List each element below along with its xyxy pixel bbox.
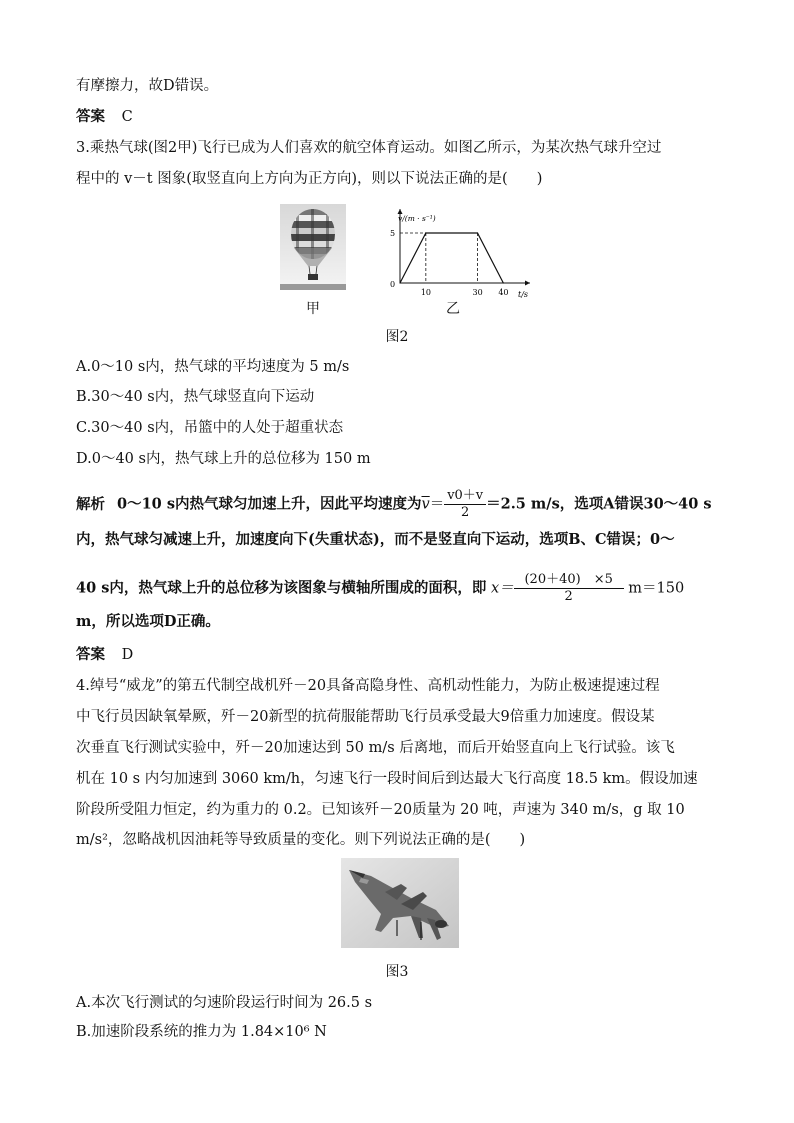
q4-stem-line-2: 中飞行员因缺氧晕厥，歼－20新型的抗荷服能帮助飞行员承受最大9倍重力加速度。假设某: [76, 709, 655, 725]
q4-stem-line-1: 4.绰号“威龙”的第五代制空战机歼－20具备高隐身性、高机动性能力，为防止极速提速过程: [76, 678, 660, 694]
data-point: [399, 282, 400, 283]
answer-label: 答案: [76, 108, 105, 125]
q3-option-c: C.30～40 s内，吊篮中的人处于超重状态: [76, 420, 344, 436]
velocity-series-line: [400, 233, 503, 283]
balloon-caption: 甲: [306, 301, 320, 317]
figure-3-caption: 图3: [385, 964, 409, 980]
analysis-line-2: 内，热气球匀减速上升，加速度向下(失重状态)，而不是竖直向下运动，选项B、C错误；0～: [76, 531, 675, 548]
analysis-text-3b: m＝150: [628, 580, 685, 597]
analysis-line-4: m，所以选项D正确。: [76, 613, 220, 630]
vt-chart-caption: 乙: [446, 301, 460, 317]
q4-stem-line-4: 机在 10 s 内匀加速到 3060 km/h，匀速飞行一段时间后到达最大飞行高度 18.5 km。假设加速: [76, 771, 698, 787]
analysis-text-1a: 0～10 s内热气球匀加速上升，因此平均速度为: [117, 495, 422, 513]
analysis-label: 解析: [76, 495, 105, 513]
answer-value: C: [121, 109, 133, 125]
mean-velocity-fraction: [444, 488, 486, 521]
previous-answer-tail: 有摩擦力，故D错误。: [76, 78, 219, 94]
data-point: [477, 232, 478, 233]
data-point: [503, 282, 504, 283]
displacement-denominator: 2: [564, 589, 573, 604]
answer-value: D: [121, 647, 134, 663]
hot-air-balloon-photo: [280, 204, 346, 290]
y-tick-label: 5: [390, 229, 396, 238]
origin-label: 0: [390, 280, 396, 289]
fighter-jet-photo: [341, 858, 459, 948]
displacement-fraction: [514, 572, 624, 605]
vt-chart: [378, 205, 538, 301]
analysis-line-1: 解析 0～10 s内热气球匀加速上升，因此平均速度为$\overline{v}=$ $\frac{v0+v}{2}$ ＝2.5 m/s，选项A错误30～40 s: [76, 488, 712, 520]
previous-answer-line: [76, 107, 133, 127]
x-axis-arrow: [525, 281, 530, 286]
q4-option-b: B.加速阶段系统的推力为 1.84×10⁶ N: [76, 1024, 327, 1040]
q4-option-a: A.本次飞行测试的匀速阶段运行时间为 26.5 s: [76, 995, 373, 1011]
fraction-numerator: v0＋v: [444, 488, 486, 505]
q4-stem-line-3: 次垂直飞行测试实验中，歼－20加速达到 50 m/s 后离地，而后开始竖直向上飞行试验。该飞: [76, 740, 675, 756]
data-point: [425, 232, 426, 233]
analysis-text-3a: 40 s内，热气球上升的总位移为该图象与横轴所围成的面积，即: [76, 579, 487, 597]
q3-option-b: B.30～40 s内，热气球竖直向下运动: [76, 389, 315, 405]
fraction-denominator: 2: [461, 505, 470, 520]
q3-option-a: A.0～10 s内，热气球的平均速度为 5 m/s: [76, 359, 350, 375]
displacement-symbol: x＝: [491, 580, 514, 597]
x-tick-label: 40: [498, 288, 509, 297]
y-axis-label: v/(m · s⁻¹): [398, 214, 436, 223]
x-tick-label: 30: [472, 288, 483, 297]
q3-stem-line-2: 程中的 v－t 图象(取竖直向上方向为正方向)，则以下说法正确的是( ): [76, 171, 543, 187]
figure-2-caption: 图2: [385, 329, 409, 345]
answer-label: 答案: [76, 646, 105, 663]
analysis-text-1b: ＝2.5 m/s，选项A错误30～40 s: [486, 495, 712, 513]
q4-stem-line-5: 阶段所受阻力恒定，约为重力的 0.2。已知该歼－20质量为 20 吨，声速为 340 m/s，g 取 10: [76, 802, 685, 818]
displacement-numerator: (20＋40) ×5: [514, 572, 624, 589]
analysis-line-3: [76, 572, 684, 605]
q3-answer-line: [76, 645, 133, 665]
x-axis-label: t/s: [518, 290, 529, 299]
q4-stem-line-6: m/s²，忽略战机因油耗等导致质量的变化。则下列说法正确的是( ): [76, 832, 526, 848]
mean-velocity-symbol: $\overline{v}$: [421, 496, 430, 513]
q3-option-d: D.0～40 s内，热气球上升的总位移为 150 m: [76, 451, 371, 467]
q3-stem-line-1: 3.乘热气球(图2甲)飞行已成为人们喜欢的航空体育运动。如图乙所示，为某次热气球升空过: [76, 140, 662, 156]
x-tick-label: 10: [420, 288, 432, 297]
